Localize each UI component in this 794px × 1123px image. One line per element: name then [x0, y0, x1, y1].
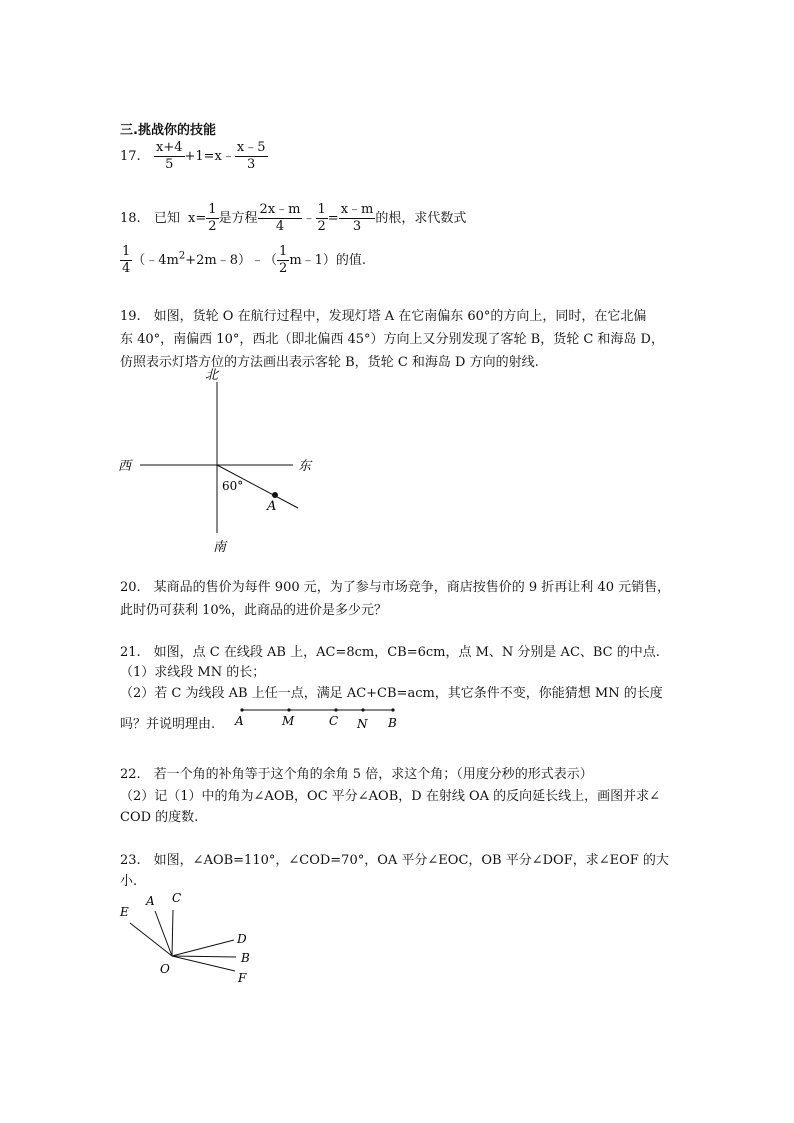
q19-line-2: 东 40°，南偏西 10°，西北（即北偏西 45°）方向上又分别发现了客轮 B，货轮 C 和海岛 D， [120, 332, 664, 347]
section-title: 三.挑战你的技能 [120, 123, 216, 138]
q18-known: 已知 [154, 211, 181, 226]
q23-line-2: 小. [120, 874, 138, 889]
label-m: M [282, 714, 295, 728]
label-b: B [241, 951, 250, 965]
q17-fraction-2: $\frac{x﹣5}{3}$ [236, 140, 266, 172]
q18-minus: ﹣ [302, 211, 316, 226]
point-m-dot [287, 708, 290, 711]
q22-line-3: COD 的度数. [120, 810, 199, 825]
q18-equals: = [327, 211, 339, 226]
q21-line-1: 21. 如图，点 C 在线段 AB 上，AC=8cm，CB=6cm，点 M、N 分别是 AC、BC 的中点. [120, 645, 660, 660]
q20-line-2: 此时仍可获利 10%，此商品的进价是多少元？ [120, 603, 388, 618]
south-label: 南 [213, 540, 227, 555]
east-label: 东 [298, 459, 312, 474]
compass-figure [110, 362, 330, 558]
q18-expr-part-a: （﹣4m [132, 253, 179, 268]
label-a: A [146, 894, 155, 908]
label-d: D [237, 932, 247, 946]
angle-figure [110, 885, 270, 990]
west-label: 西 [118, 459, 132, 474]
q22-line-1: 22. 若一个角的补角等于这个角的余角 5 倍，求这个角；（用度分秒的形式表示） [120, 767, 593, 782]
label-b: B [388, 716, 397, 730]
q22-line-2: （2）记（1）中的角为∠AOB，OC 平分∠AOB，D 在射线 OA 的反向延长线上，画图并求∠ [120, 789, 661, 804]
q18-fraction-2: $\frac{2x﹣m}{4}$ [259, 202, 301, 234]
q19-line-3: 仿照表示灯塔方位的方法画出表示客轮 B，货轮 C 和海岛 D 方向的射线. [120, 355, 539, 370]
q18-x-equals: x= [188, 211, 207, 226]
q18-expr-fraction-2: $\frac{1}{2}$ [279, 244, 288, 276]
q21-line-3: （2）若 C 为线段 AB 上任一点，满足 AC+CB=acm，其它条件不变，你能猜想 MN 的长度 [120, 686, 663, 701]
point-b-dot [391, 708, 394, 711]
question-17 [120, 140, 268, 173]
point-c-dot [334, 708, 337, 711]
q19-line-1: 19. 如图，货轮 O 在航行过程中，发现灯塔 A 在它南偏东 60°的方向上，同时，在它北偏 [120, 309, 647, 324]
ray-od [172, 940, 234, 956]
label-e: E [120, 905, 129, 919]
ray-oc [172, 910, 173, 956]
segment-figure [230, 700, 410, 730]
label-f: F [238, 971, 247, 985]
q17-number: 17. [120, 149, 141, 164]
q18-expr-fraction-1: $\frac{1}{4}$ [122, 244, 131, 276]
label-c: C [329, 714, 339, 728]
q18-fraction-4: $\frac{x﹣m}{3}$ [340, 202, 374, 234]
north-label: 北 [205, 368, 219, 383]
point-a-dot [272, 492, 278, 498]
q23-line-1: 23. 如图，∠AOB=110°，∠COD=70°，OA 平分∠EOC，OB 平分∠DOF，求∠EOF 的大 [120, 853, 669, 868]
question-18 [120, 202, 466, 235]
question-18-expression [120, 244, 366, 277]
label-o: O [160, 962, 170, 976]
q17-middle: +1=x﹣ [184, 149, 235, 164]
label-n: N [357, 717, 368, 730]
q18-expr-part-b: +2m﹣8）﹣（ [185, 253, 278, 268]
ray-of [172, 956, 235, 971]
ray-ob [172, 956, 236, 957]
q18-tail: 的根，求代数式 [375, 211, 467, 226]
label-c: C [172, 891, 182, 905]
q21-line-2: （1）求线段 MN 的长； [120, 665, 266, 680]
q18-fraction-3: $\frac{1}{2}$ [317, 202, 326, 234]
point-a-label: A [267, 499, 277, 514]
angle-label: 60° [222, 479, 244, 493]
q18-fraction-1: $\frac{1}{2}$ [208, 202, 217, 234]
q18-number: 18. [120, 211, 141, 226]
point-a-dot [240, 708, 243, 711]
q18-expr-part-c: m﹣1）的值. [289, 253, 367, 268]
q20-line-1: 20. 某商品的售价为每件 900 元，为了参与市场竞争，商店按售价的 9 折再让利 40 元销售， [120, 580, 671, 595]
q18-expr-sup: 2 [178, 250, 186, 262]
point-n-dot [361, 708, 364, 711]
q18-is-equation: 是方程 [218, 211, 258, 226]
label-a: A [235, 714, 244, 728]
q21-line-4: 吗？并说明理由. [120, 717, 216, 732]
q17-fraction-1: $\frac{x+4}{5}$ [156, 140, 183, 172]
